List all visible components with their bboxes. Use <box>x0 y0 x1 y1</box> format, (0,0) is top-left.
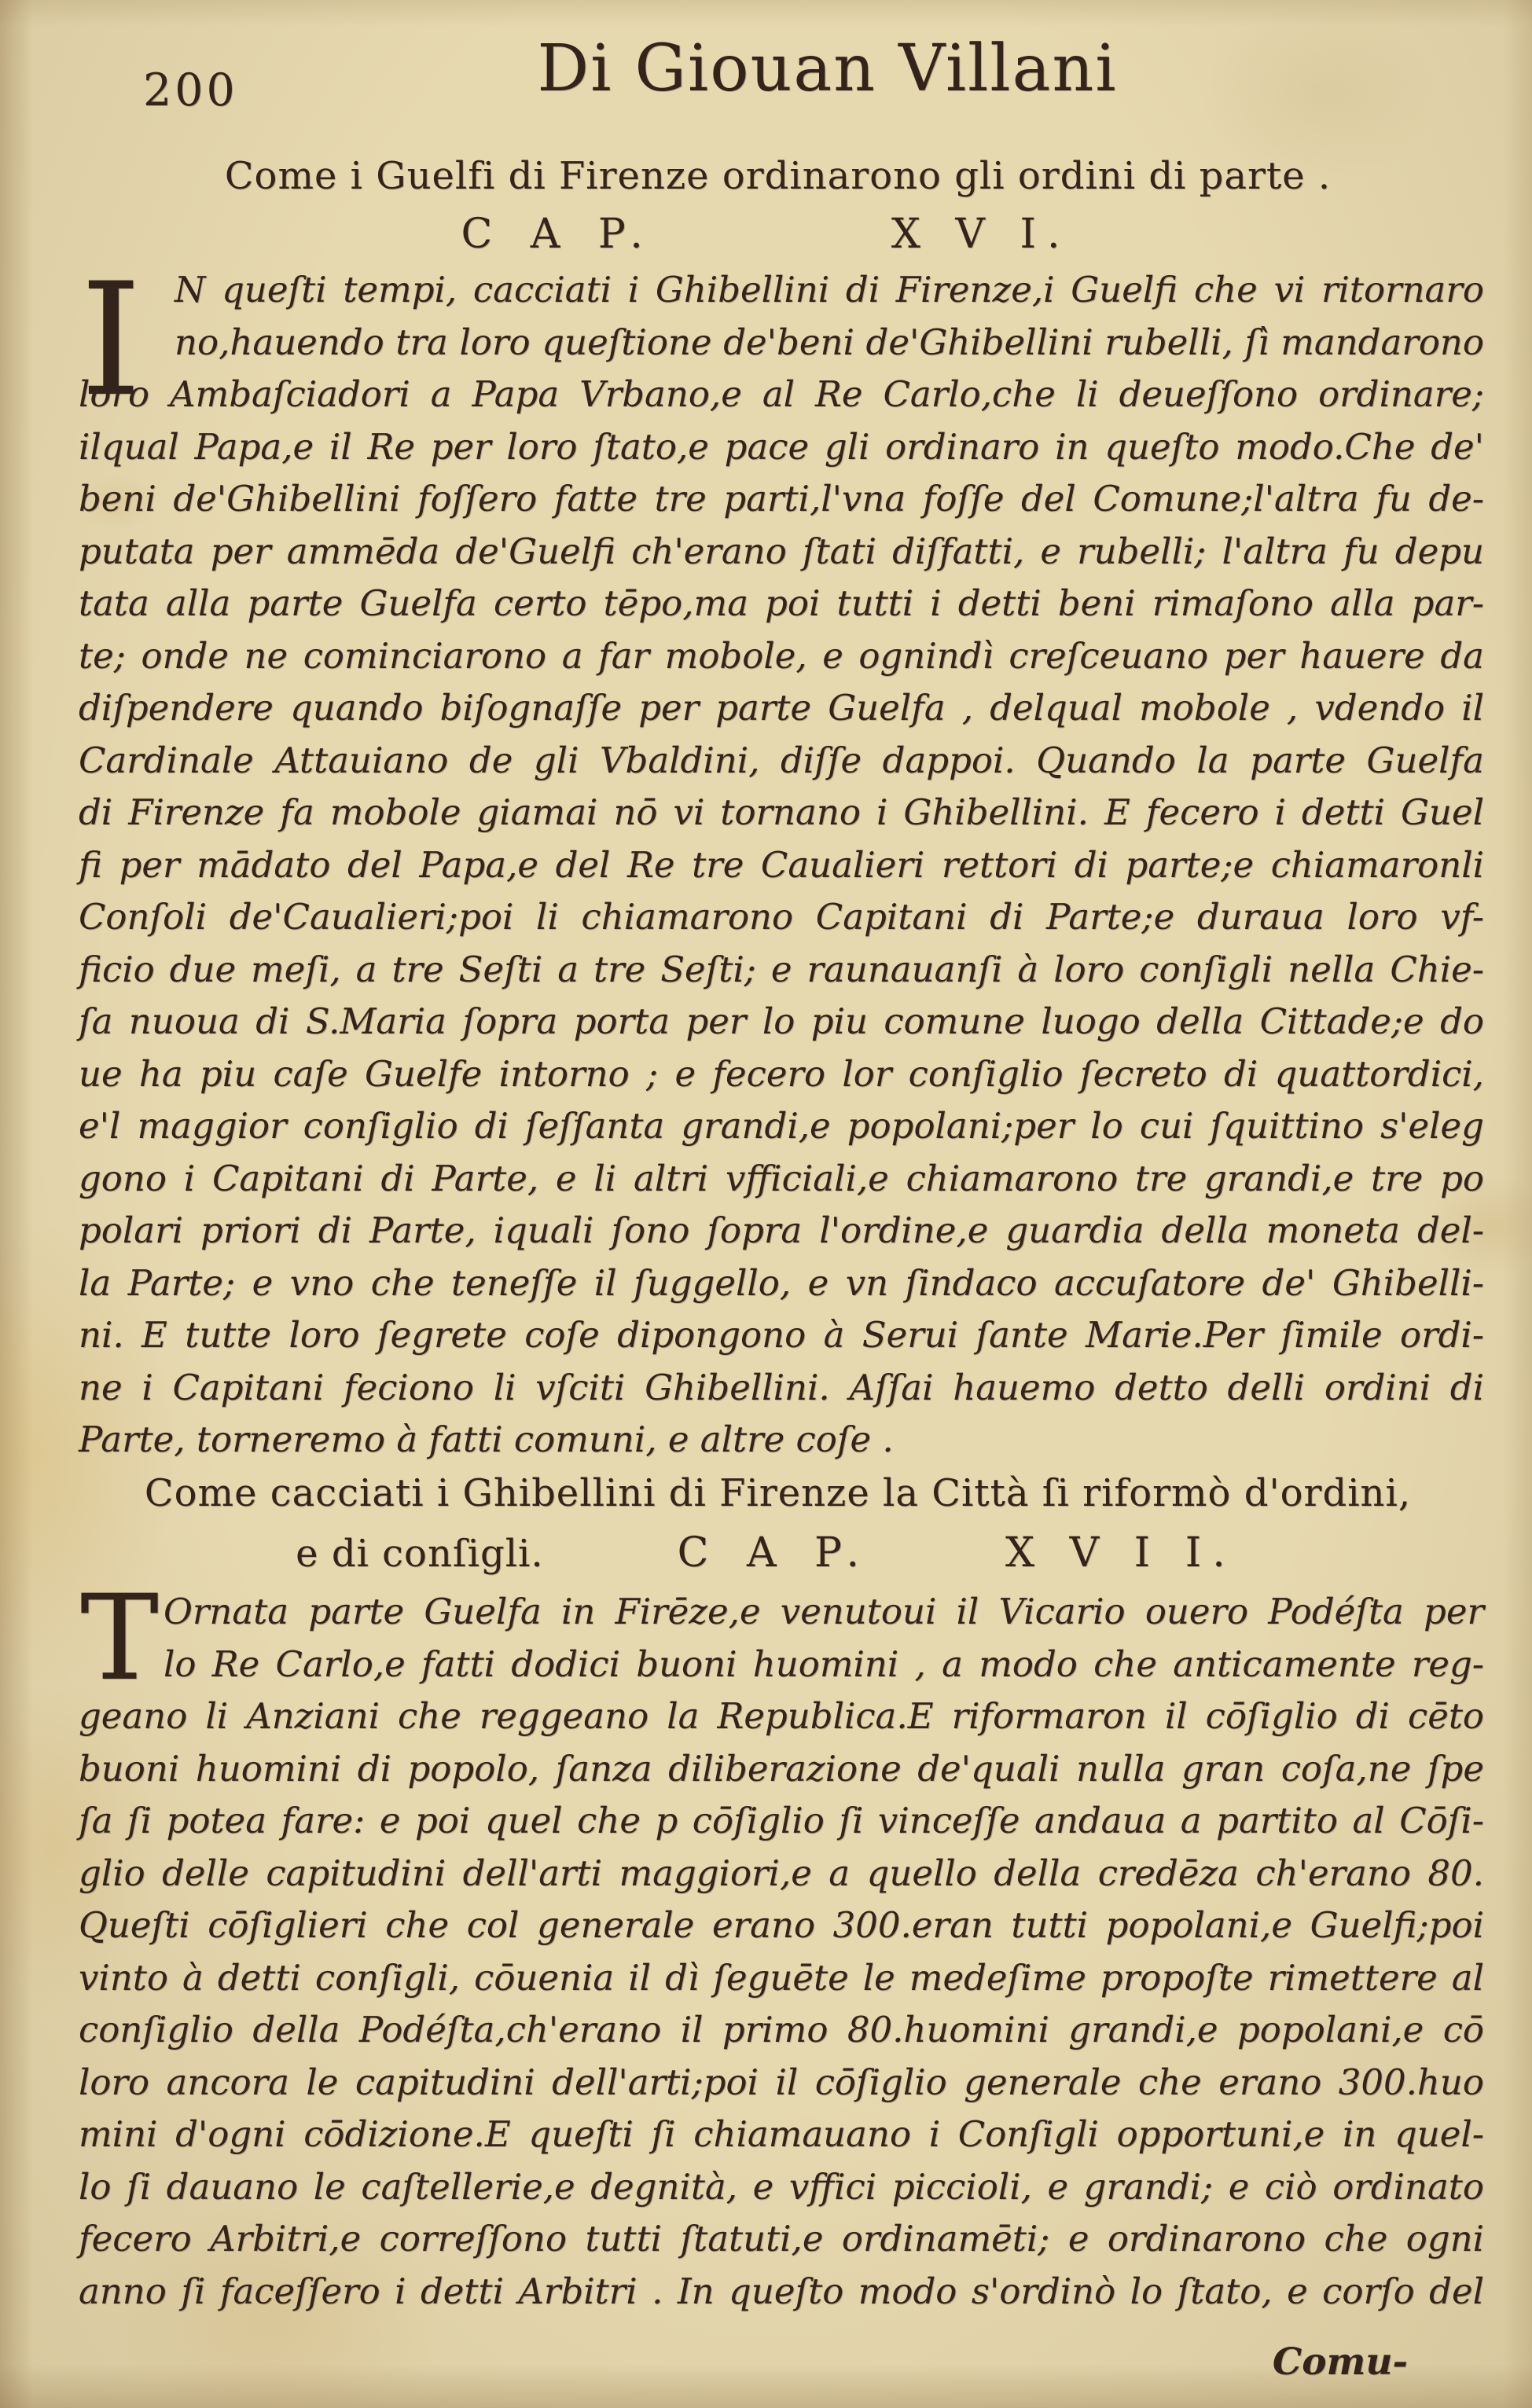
text-line: fecero Arbitri,e correſſono tutti ſtatuti,e ordinamēti; e ordinarono che ogni <box>79 2218 1484 2259</box>
drop-cap: I <box>80 249 142 431</box>
text-line: buoni huomini di popolo, ſanza diliberazione de'quali nulla gran coſa,ne ſpe <box>79 1747 1484 1789</box>
text-line: diſpendere quando biſognaſſe per parte Guelfa , delqual mobole , vdendo il <box>79 687 1484 729</box>
text-line: lo Re Carlo,e fatti dodici buoni huomini , a modo che anticamente reg- <box>163 1643 1484 1685</box>
cap-number: X V I. <box>891 211 1071 258</box>
chapter-16-heading: Come i Guelfi di Firenze ordinarono gli ordini di parte . <box>224 154 1332 198</box>
text-line: fi per mādato del Papa,e del Re tre Caualieri rettori di parte;e chiamaronli <box>79 843 1484 886</box>
text-line: vinto à detti conſigli, cōuenia il dì ſeguēte le medeſime propoſte rimettere al <box>79 1956 1484 1999</box>
text-line: Ornata parte Guelfa in Firēze,e venutoui il Vicario ouero Podéſta per <box>163 1591 1484 1632</box>
text-line: Conſoli de'Caualieri;poi li chiamarono Capitani di Parte;e duraua loro vf- <box>79 896 1484 938</box>
cap-label: C A P. <box>461 211 656 258</box>
text-line: glio delle capitudini dell'arti maggiori,e a quello della credēza ch'erano 80. <box>79 1852 1484 1894</box>
drop-cap: T <box>80 1570 160 1707</box>
chapter-16-paragraph <box>79 249 1484 1466</box>
text-line: polari priori di Parte, iquali ſono ſopra l'ordine,e guardia della moneta del- <box>79 1210 1484 1251</box>
text-line: gono i Capitani di Parte, e li altri vfficiali,e chiamarono tre grandi,e tre po <box>79 1157 1484 1199</box>
text-line: la Parte; e vno che teneſſe il ſuggello, e vn ſindaco accuſatore de' Ghibelli- <box>79 1261 1484 1304</box>
cap-label: C A P. <box>677 1529 873 1577</box>
text-line: ne i Capitani feciono li vſciti Ghibellini. Aſſai hauemo detto delli ordini di <box>79 1366 1484 1408</box>
text-line: ilqual Papa,e il Re per loro ſtato,e pace gli ordinaro in queſto modo.Che de' <box>79 425 1484 468</box>
text-line: anno ſi faceſſero i detti Arbitri . In queſto modo s'ordinò lo ſtato, e corſo del <box>79 2270 1484 2312</box>
text-line: Parte, torneremo à fatti comuni, e altre coſe . <box>79 1419 894 1460</box>
text-line: ſa ſi potea fare: e poi quel che p cōſiglio ſi vinceſſe andaua a partito al Cōſi- <box>79 1800 1484 1841</box>
text-line: di Firenze fa mobole giamai nō vi tornano i Ghibellini. E fecero i detti Guel <box>79 791 1484 833</box>
text-line: beni de'Ghibellini foſſero fatte tre parti,l'vna foſſe del Comune;l'altra fu de- <box>79 478 1484 519</box>
text-line: ſa nuoua di S.Maria ſopra porta per lo piu comune luogo della Cittade;e do <box>79 1000 1484 1042</box>
catchword: Comu- <box>1272 2340 1408 2384</box>
text-line: Cardinale Attauiano de gli Vbaldini, diſſe dappoi. Quando la parte Guelfa <box>79 739 1484 781</box>
text-line: Queſti cōſiglieri che col generale erano 300.eran tutti popolani,e Guelfi;poi <box>79 1904 1484 1946</box>
chapter-16-cap-line <box>0 211 1532 258</box>
text-line: N queſti tempi, cacciati i Ghibellini di Firenze,i Guelfi che vi ritornaro <box>175 269 1484 310</box>
text-line: ni. E tutte loro ſegrete coſe dipongono à Serui ſante Marie.Per ſimile ordi- <box>79 1314 1484 1356</box>
text-line: loro Ambaſciadori a Papa Vrbano,e al Re Carlo,che li deueſſono ordinare; <box>79 373 1484 415</box>
running-title: Di Giouan Villani <box>537 31 1118 106</box>
chapter-17-paragraph <box>79 1570 1484 2318</box>
text-line: te; onde ne cominciarono a far mobole, e ognindì creſceuano per hauere da <box>79 634 1484 677</box>
text-line: conſiglio della Podéſta,ch'erano il primo 80.huomini grandi,e popolani,e cō <box>79 2009 1484 2050</box>
text-line: ficio due meſi, a tre Seſti a tre Seſti; e raunauanſi à loro conſigli nella Chie- <box>79 948 1484 990</box>
text-line: geano li Anziani che reggeano la Republica.E riformaron il cōſiglio di cēto <box>79 1695 1484 1737</box>
text-line: ue ha piu caſe Guelfe intorno ; e fecero lor conſiglio ſecreto di quattordici, <box>79 1052 1484 1095</box>
text-line: e'l maggior conſiglio di ſeſſanta grandi,e popolani;per lo cui ſquittino s'eleg <box>79 1105 1484 1147</box>
chapter-17-heading-continued: e di conſigli. <box>296 1532 544 1576</box>
cap-number: X V I I. <box>1005 1529 1236 1577</box>
chapter-17-heading: Come cacciati i Ghibellini di Firenze la Città ſi riformò d'ordini, <box>144 1471 1412 1515</box>
text-line: tata alla parte Guelfa certo tēpo,ma poi tutti i detti beni rimaſono alla par- <box>79 582 1484 624</box>
text-line: mini d'ogni cōdizione.E queſti ſi chiamauano i Conſigli opportuni,e in quel- <box>79 2113 1484 2155</box>
text-line: putata per ammēda de'Guelfi ch'erano ſtati diſfatti, e rubelli; l'altra fu depu <box>79 530 1484 572</box>
text-line: lo ſi dauano le caſtellerie,e degnità, e vffici piccioli, e grandi; e ciò ordinato <box>79 2165 1484 2208</box>
page-number: 200 <box>143 64 238 116</box>
chapter-17-cap-line <box>0 1529 1532 1577</box>
text-line: no,hauendo tra loro queſtione de'beni de'Ghibellini rubelli, ſì mandarono <box>175 321 1484 363</box>
text-line: loro ancora le capitudini dell'arti;poi il cōſiglio generale che erano 300.huo <box>79 2061 1484 2103</box>
